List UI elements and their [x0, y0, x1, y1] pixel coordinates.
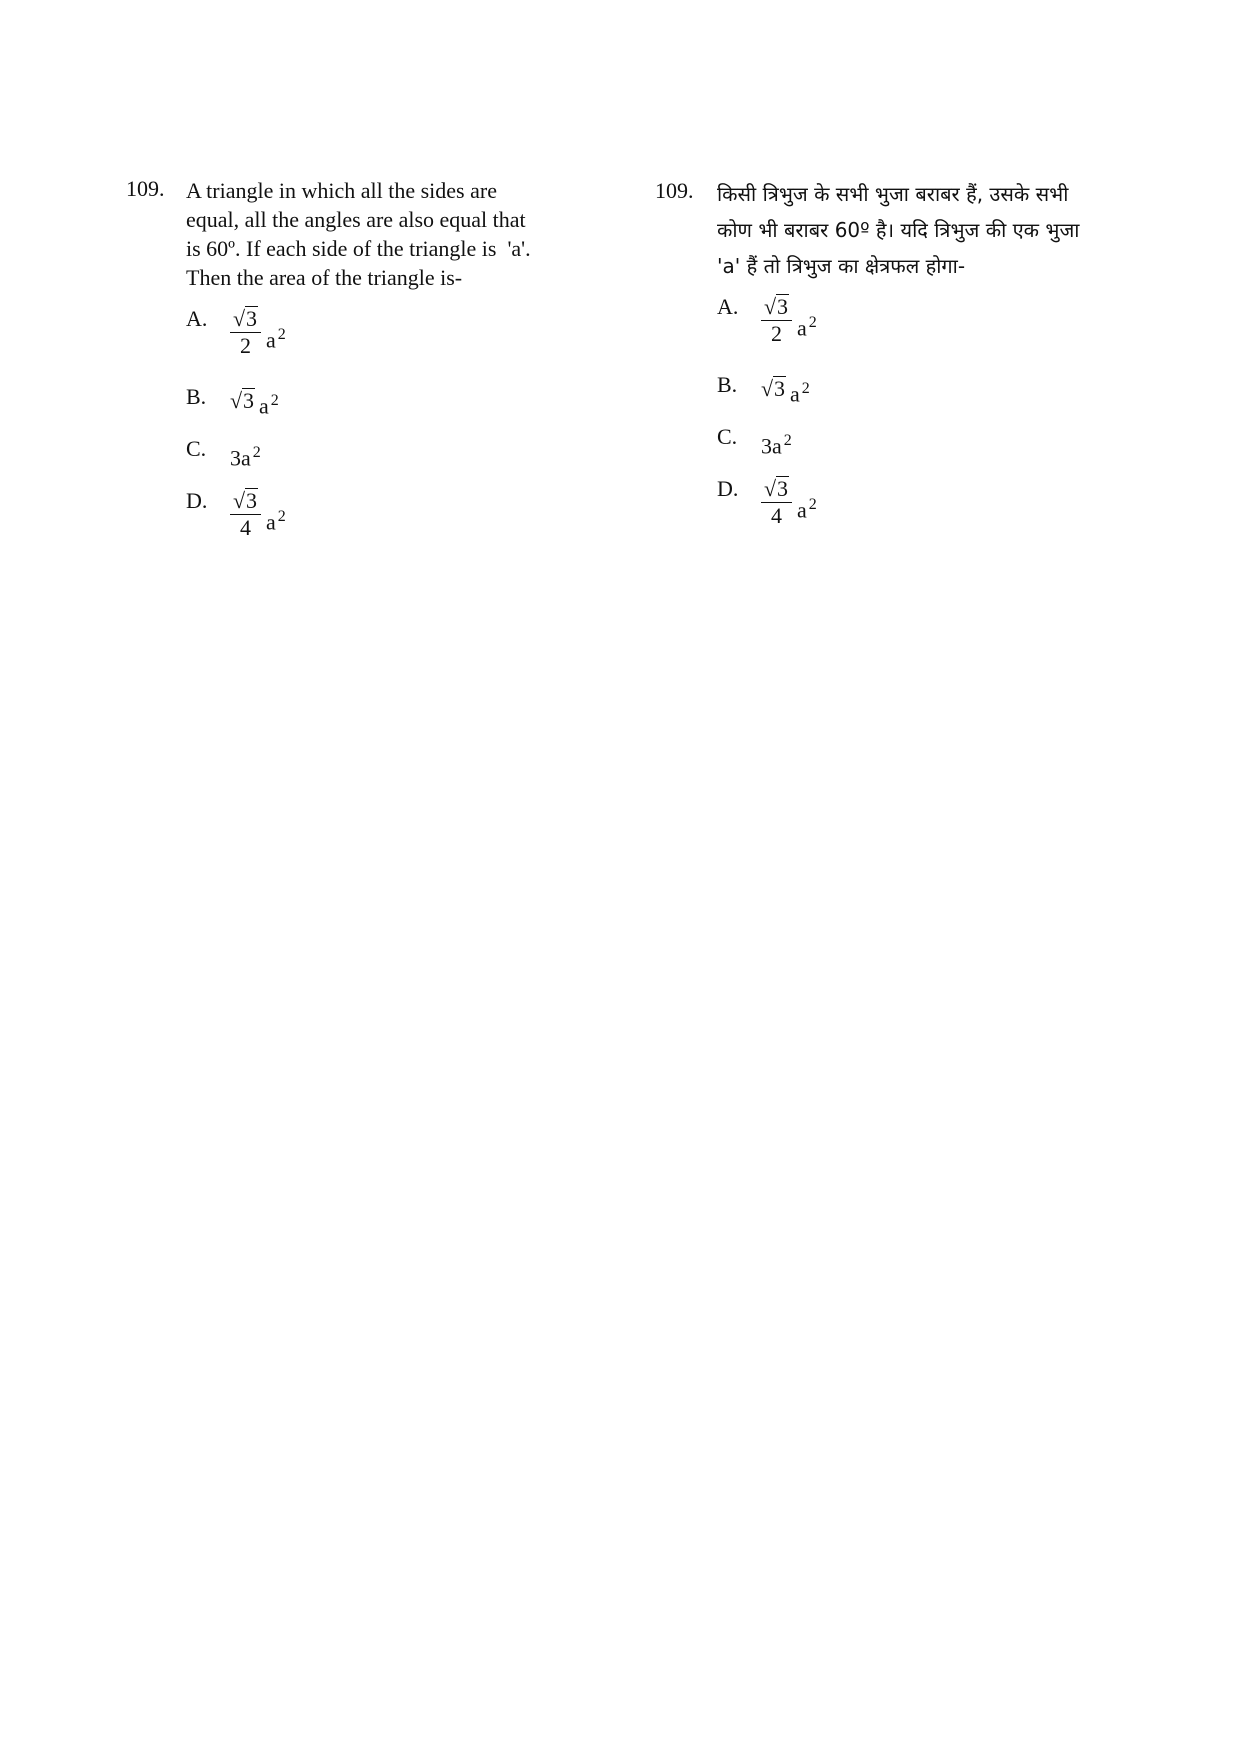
sqrt-icon: √: [230, 388, 243, 413]
question-line: equal, all the angles are also equal that: [186, 207, 526, 232]
option-letter: A.: [717, 294, 739, 319]
sqrt-icon: √: [764, 476, 777, 501]
option-formula: √ 3 2 a $^2$: [230, 306, 261, 359]
question-line: किसी त्रिभुज के सभी भुजा बराबर हैं, उसके सभी: [717, 182, 1069, 206]
sqrt-icon: √: [761, 376, 774, 401]
question-header: [655, 176, 1125, 284]
option-d[interactable]: [717, 476, 1125, 554]
option-c[interactable]: [717, 424, 1125, 476]
option-a[interactable]: [186, 306, 596, 384]
question-number: 109.: [655, 178, 694, 203]
option-c[interactable]: [186, 436, 596, 488]
option-letter: D.: [186, 488, 208, 513]
sqrt-icon: √: [233, 488, 246, 513]
option-letter: B.: [186, 384, 207, 409]
question-hindi: [655, 176, 1125, 554]
option-formula: √ 3 4 a $^2$: [761, 476, 792, 529]
option-a[interactable]: [717, 294, 1125, 372]
question-line: Then the area of the triangle is-: [186, 265, 463, 290]
option-d[interactable]: [186, 488, 596, 566]
option-letter: D.: [717, 476, 739, 501]
options-list: [717, 294, 1125, 554]
question-number: 109.: [126, 176, 165, 201]
question-line: A triangle in which all the sides are: [186, 178, 497, 203]
option-formula: √ 3 2 a $^2$: [761, 294, 792, 347]
option-letter: C.: [717, 424, 738, 449]
option-formula: 3a $^2$: [761, 432, 792, 459]
question-text: [717, 176, 1125, 284]
question-english: [126, 176, 596, 566]
option-letter: B.: [717, 372, 738, 397]
option-formula: 3a $^2$: [230, 444, 261, 471]
sqrt-icon: √: [764, 294, 777, 319]
question-line: is 60º. If each side of the triangle is 'a'.: [186, 236, 531, 261]
sqrt-icon: √: [233, 306, 246, 331]
option-letter: A.: [186, 306, 208, 331]
option-formula: √ 3 a $^2$: [230, 388, 279, 419]
question-line: कोण भी बराबर 60º है। यदि त्रिभुज की एक भुजा: [717, 218, 1080, 242]
option-b[interactable]: [186, 384, 596, 436]
question-text: [186, 176, 596, 292]
options-list: [186, 306, 596, 566]
question-line: 'a' हैं तो त्रिभुज का क्षेत्रफल होगा-: [717, 254, 966, 278]
question-header: [126, 176, 596, 292]
option-formula: √ 3 a $^2$: [761, 376, 810, 407]
option-formula: √ 3 4 a $^2$: [230, 488, 261, 541]
option-letter: C.: [186, 436, 207, 461]
option-b[interactable]: [717, 372, 1125, 424]
